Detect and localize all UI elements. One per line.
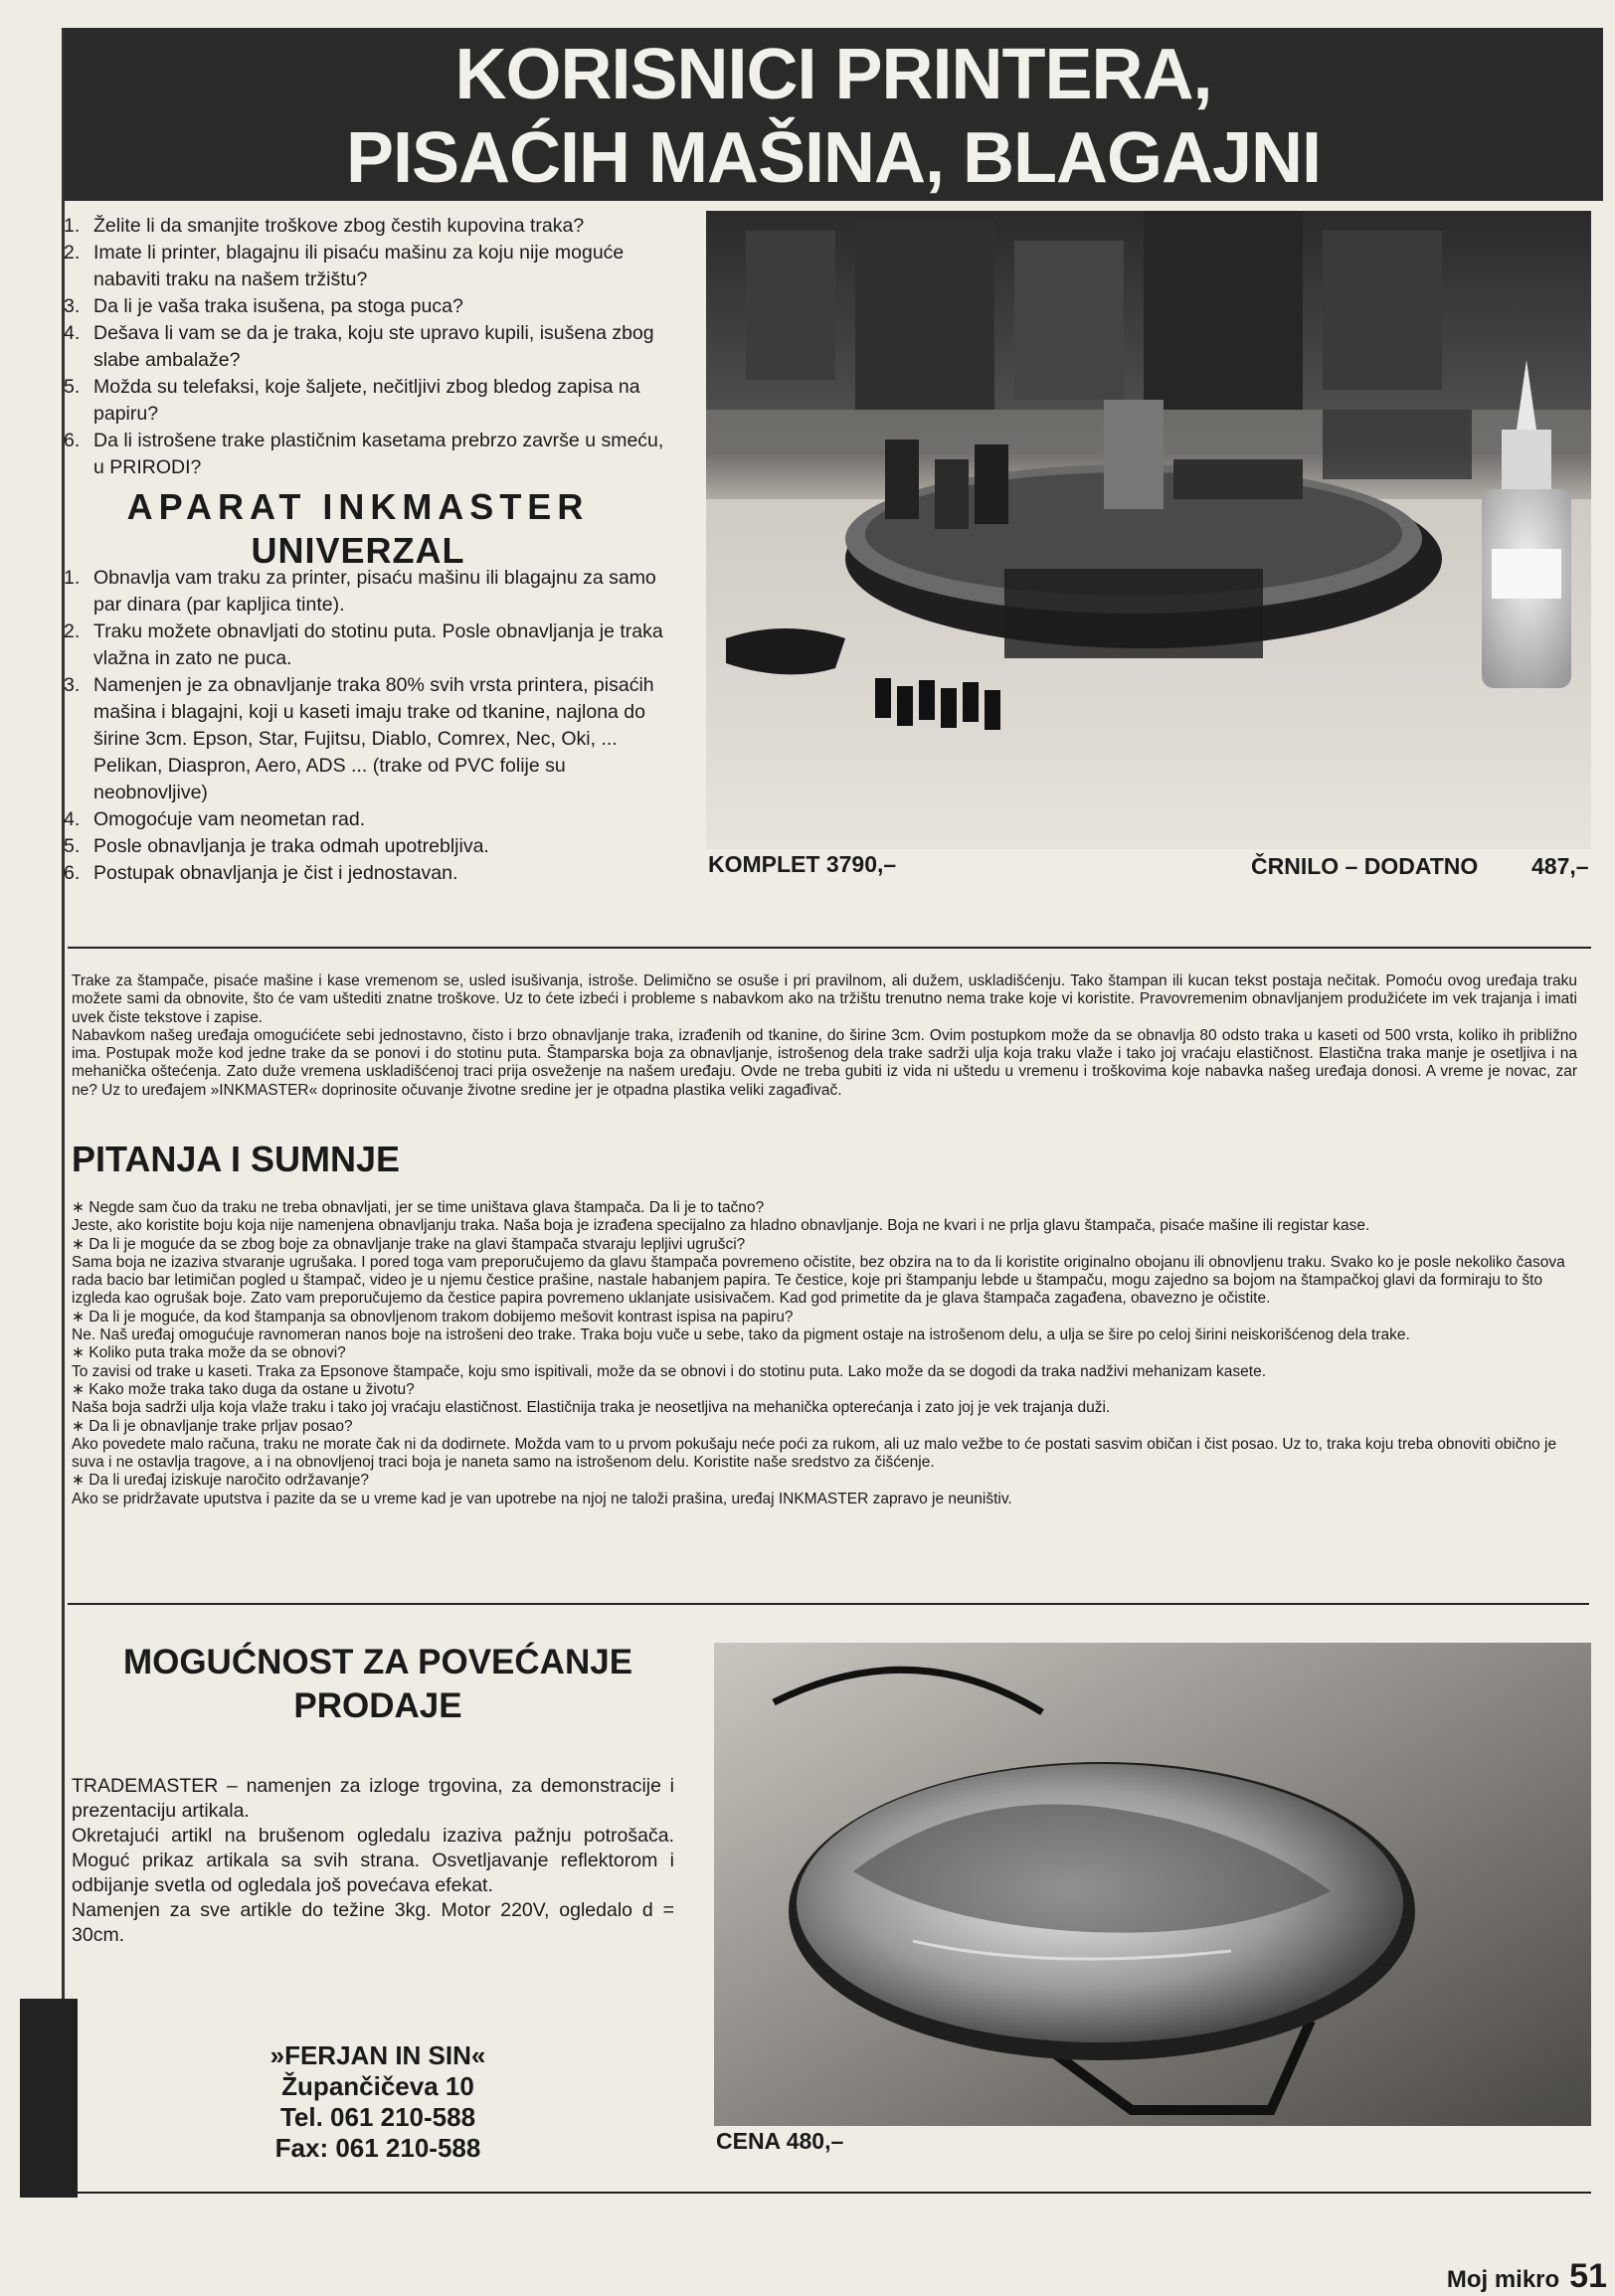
list-item: 1. Želite li da smanjite troškove zbog čestih kupovina traka?: [64, 215, 585, 237]
company-name: »FERJAN IN SIN«: [269, 2040, 486, 2070]
faq-answer: Ako povedete malo računa, traku ne morate čak ni da dodirnete. Možda vam to u prvom pokušaju neće poći za rukom, ali uz malo vežbe to će postati sasvim običan i čist posao. Uz to, traka koju treba obnoviti obično je suva i ne ostavlja tragove, a i na obnovljenoj traci boja je naneta samo na istrošenom delu. Koristite naše sredstvo za čišćenje.: [72, 1435, 1557, 1472]
question-list: [64, 213, 670, 481]
list-item: 6. Da li istrošene trake plastičnim kasetama prebrzo završe u smeću, u PRIRODI?: [64, 430, 664, 478]
bottom-divider: [68, 2192, 1591, 2194]
trademaster-description: [72, 1774, 674, 1948]
faq-question: ∗ Kako može traka tako duga da ostane u životu?: [72, 1380, 415, 1398]
company-street: Župančičeva 10: [281, 2071, 474, 2101]
faq-answer: Naša boja sadrži ulja koja vlaže traku i tako joj vraćaju elastičnost. Elastičnija traka je neosetljiva na mehanička opterećanja i zato joj je vek trajanja duži.: [72, 1399, 1111, 1417]
page-footer: [1447, 2257, 1607, 2296]
faq-question: ∗ Koliko puta traka može da se obnovi?: [72, 1344, 346, 1362]
trademaster-paragraph-2: Okretajući artikl na brušenom ogledalu izaziva pažnju potrošača. Moguć prikaz artikala sa svih strana. Osvetljavanje reflektorom i odbijanje svetla od ogledala još povećava efekat.: [72, 1825, 674, 1896]
list-item: 5. Posle obnavljanja je traka odmah upotrebljiva.: [64, 835, 489, 857]
trademaster-price-caption: CENA 480,–: [716, 2128, 844, 2154]
ink-additional-caption: ČRNILO – DODATNO: [1251, 853, 1479, 879]
faq-heading: PITANJA I SUMNJE: [72, 1139, 401, 1179]
section-divider: [68, 1603, 1589, 1605]
faq-question: ∗ Negde sam čuo da traku ne treba obnavljati, jer se time uništava glava štampača. Da li je to tačno?: [72, 1199, 765, 1216]
faq-answer: Ako se pridržavate uputstva i pazite da se u vreme kad je van upotrebe na njoj ne taloži prašina, uređaj INKMASTER zapravo je neuništiv.: [72, 1490, 1012, 1507]
company-phone: Tel. 061 210-588: [279, 2102, 476, 2132]
intro-paragraph-2: Nabavkom našeg uređaja omogućićete sebi jednostavno, čisto i brzo obnavljanje traka, izrađenih od tkanine, do širine 3cm. Ovim postupkom može da se obnavlja 80 odsto traka u kaseti od 500 vrsta, koliko ih približno ima. Postupak može kod jedne trake da se ponovi i do stotinu puta. Štamparska boja za obnavljanje, istrošenog dela trake sadrži ulja koja traku vlaže i tako joj vraćaju elastičnost. Elastična traka manje je osetljiva i na mehanička oštećenja. Zato duže vremena uskladišćenoj traci prija osveženje na našem uređaju. Ovde ne treba gubiti iz vida ni uštedu u vremenu i troškovima koje nabavka našeg uređaja donosi. A vreme je novac, zar ne? Uz to uređajem »INKMASTER« doprinosite očuvanje životne sredine jer je otpadna plastika veliki zagađivač.: [72, 1026, 1577, 1099]
faq-answer: To zavisi od trake u kaseti. Traka za Epsonove štampače, koju smo ispitivali, može da se obnovi i do stotinu puta. Lako može da se dogodi da traka nadživi mehanizam kasete.: [72, 1362, 1267, 1380]
faq-answer: Ne. Naš uređaj omogućuje ravnomeran nanos boje na istrošeni deo trake. Traka boju vuče u sebe, tako da pigment ostaje na istrošenom delu, a ulja se šire po celoj širini neiskorišćenog dela trake.: [72, 1326, 1410, 1344]
list-item: 6. Postupak obnavljanja je čist i jednostavan.: [64, 862, 458, 884]
trademaster-mirror-photo: [714, 1643, 1591, 2126]
list-item: 5. Možda su telefaksi, koje šaljete, nečitljivi zbog bledog zapisa na papiru?: [64, 376, 640, 425]
page-title-banner: [64, 28, 1603, 201]
company-address: [139, 2040, 617, 2164]
left-margin-block: [20, 1999, 78, 2198]
faq-question: ∗ Da li je moguće, da kod štampanja sa obnovljenom trakom dobijemo mešovit kontrast ispisa na papiru?: [72, 1308, 794, 1325]
page-title-line-1: KORISNICI PRINTERA,: [454, 35, 1212, 114]
ink-additional-price: 487,–: [1531, 853, 1589, 879]
list-item: 2. Imate li printer, blagajnu ili pisaću mašinu za koju nije moguće nabaviti traku na našem tržištu?: [64, 242, 625, 290]
list-item: 2. Traku možete obnavljati do stotinu puta. Posle obnavljanja je traka vlažna in zato ne puca.: [64, 620, 663, 669]
list-item: 3. Namenjen je za obnavljanje traka 80% svih vrsta printera, pisaćih mašina i blagajni, koji u kaseti imaju trake od tkanine, najlona do širine 3cm. Epson, Star, Fujitsu, Diablo, Comrex, Nec, Oki, ... Pelikan, Diaspron, Aero, ADS ... (trake od PVC folije su neobnovljive): [64, 674, 654, 803]
trademaster-paragraph-3: Namenjen za sve artikle do težine 3kg. Motor 220V, ogledalo d = 30cm.: [72, 1899, 674, 1946]
sales-heading: MOGUĆNOST ZA POVEĆANJE PRODAJE: [122, 1643, 633, 1725]
inkmaster-device-photo: [706, 211, 1591, 849]
intro-paragraph: [72, 972, 1577, 1100]
list-item: 4. Dešava li vam se da je traka, koju ste upravo kupili, isušena zbog slabe ambalaže?: [64, 322, 654, 371]
faq-question: ∗ Da li uređaj iziskuje naročito održavanje?: [72, 1472, 370, 1490]
faq-question: ∗ Da li je moguće da se zbog boje za obnavljanje trake na glavi štampača stvaraju lepljivi ugrušci?: [72, 1235, 746, 1253]
magazine-name: Moj mikro: [1446, 2266, 1560, 2293]
faq-answer: Sama boja ne izaziva stvaranje ugrušaka. I pored toga vam preporučujemo da glavu štampača povremeno očistite, bez obzira na to da li koristite originalno obojanu ili obnovljenu traku. Svako ko je posle nekoliko časova rada bacio bar letimičan pogled u štampač, video je u njemu čestice prašine, nastale habanjem papira. Te čestice, koje pri štampanju lebde u štampaču, mogu zajedno sa bojom na štampačkoj glavi da formiraju to što izgleda kao ogrušak boje. Zato vam preporučujemo da čestice papira povremeno uklanjate usisivačem. Kad god primetite da je glava štampača zagađena, obavezno je očistite.: [72, 1253, 1565, 1308]
company-fax: Fax: 061 210-588: [274, 2133, 481, 2163]
list-item: 1. Obnavlja vam traku za printer, pisaću mašinu ili blagajnu za samo par dinara (par kapljica tinte).: [64, 567, 656, 616]
trademaster-paragraph-1: TRADEMASTER – namenjen za izloge trgovina, za demonstracije i prezentaciju artikala.: [72, 1775, 674, 1822]
faq-question: ∗ Da li je obnavljanje trake prljav posao?: [72, 1417, 353, 1435]
list-item: 4. Omogoćuje vam neometan rad.: [64, 808, 366, 830]
apparatus-heading: APARAT INKMASTER UNIVERZAL: [126, 486, 590, 571]
page-number: 51: [1569, 2257, 1607, 2295]
section-divider: [68, 947, 1591, 949]
intro-paragraph-1: Trake za štampače, pisaće mašine i kase vremenom se, usled isušivanja, istroše. Delimično se osuše i pri pravilnom, ali dužem, uskladišćenju. Tako štampan ili kucan tekst postaja nečitak. Pomoću ovog uređaja traku možete sami da obnovite, što će vam uštediti znatne troškove. Uz to ćete izbeći i probleme s nabavkom ako na tržištu trenutno nema trake koje vi koristite. Pravovremenim obnavljanjem produžićete im vek trajanja i imati uvek čiste tekstove i zapise.: [72, 972, 1577, 1026]
apparatus-feature-list: [64, 565, 674, 887]
page-title-line-2: PISAĆIH MAŠINA, BLAGAJNI: [345, 118, 1322, 198]
faq-answer: Jeste, ako koristite boju koja nije namenjena obnavljanju traka. Naša boja je izrađena specijalno za hladno obnavljanje. Boja ne kvari i ne prlja glavu štampača, pisaće mašine ili registar kase.: [72, 1217, 1370, 1235]
list-item: 3. Da li je vaša traka isušena, pa stoga puca?: [64, 295, 463, 317]
faq-section: [72, 1199, 1577, 1508]
komplet-price-caption: KOMPLET 3790,–: [708, 851, 897, 877]
